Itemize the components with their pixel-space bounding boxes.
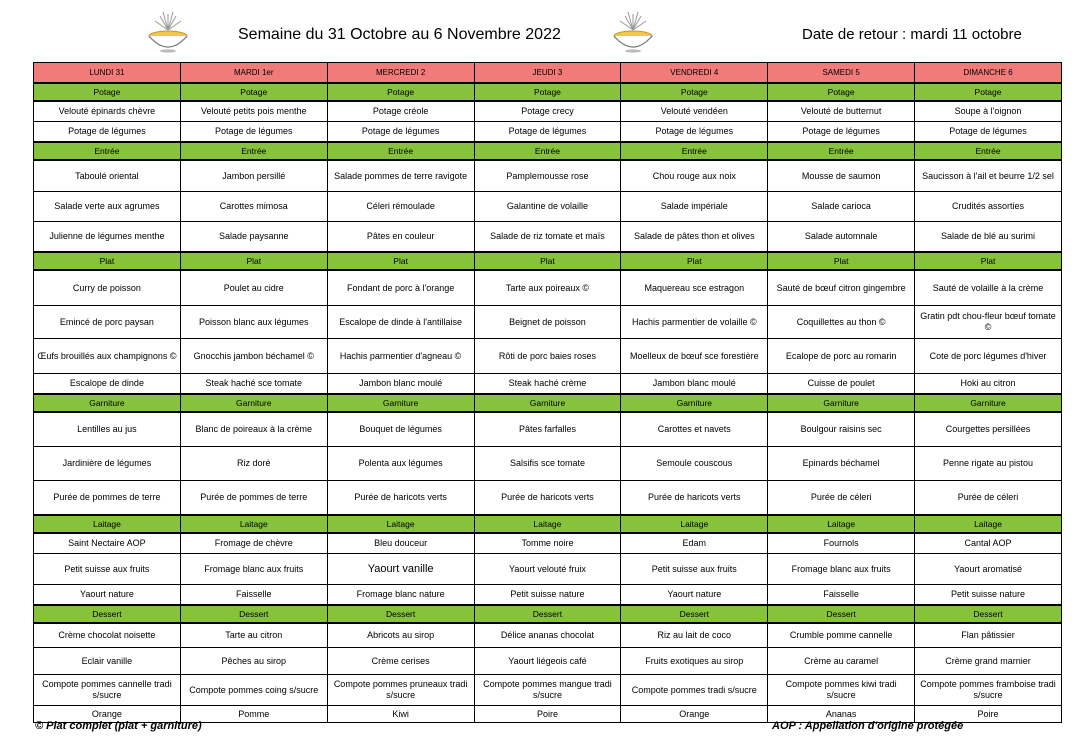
menu-cell: Julienne de légumes menthe [34,222,181,253]
section-header: Laitage [474,515,621,533]
menu-cell: Poire [474,706,621,723]
menu-row [34,374,1062,395]
menu-cell: Jambon blanc moulé [621,374,768,395]
section-header: Garniture [34,394,181,412]
menu-cell: Steak haché crème [474,374,621,395]
menu-cell: Hachis parmentier de volaille © [621,306,768,339]
menu-cell: Blanc de poireaux à la crème [180,412,327,447]
menu-cell: Purée de céleri [768,481,915,516]
menu-cell: Mousse de saumon [768,160,915,192]
menu-cell: Crème chocolat noisette [34,623,181,648]
menu-cell: Escalope de dinde [34,374,181,395]
section-header-row [34,142,1062,160]
menu-cell: Courgettes persillées [915,412,1062,447]
section-header: Plat [915,252,1062,270]
section-header: Potage [768,83,915,101]
menu-cell: Purée de pommes de terre [180,481,327,516]
section-header: Entrée [327,142,474,160]
menu-cell: Ananas [768,706,915,723]
section-header: Laitage [327,515,474,533]
menu-cell: Yaourt nature [621,585,768,606]
menu-cell: Soupe à l'oignon [915,101,1062,122]
section-header: Plat [327,252,474,270]
menu-cell: Orange [34,706,181,723]
menu-cell: Hachis parmentier d'agneau © [327,339,474,374]
menu-cell: Compote pommes cannelle tradi s/sucre [34,675,181,706]
menu-cell: Compote pommes coing s/sucre [180,675,327,706]
menu-cell: Crème au caramel [768,648,915,675]
section-header: Garniture [768,394,915,412]
menu-cell: Potage de légumes [474,122,621,143]
menu-cell: Potage de légumes [327,122,474,143]
menu-cell: Pâtes en couleur [327,222,474,253]
menu-row [34,192,1062,222]
section-header: Garniture [915,394,1062,412]
menu-cell: Sauté de volaille à la crème [915,270,1062,306]
menu-cell: Pamplemousse rose [474,160,621,192]
section-header: Potage [621,83,768,101]
section-header: Potage [180,83,327,101]
menu-row [34,623,1062,648]
menu-cell: Tomme noire [474,533,621,554]
menu-cell: Polenta aux légumes [327,447,474,481]
menu-cell: Bleu douceur [327,533,474,554]
menu-table-body [34,63,1062,723]
menu-row [34,306,1062,339]
menu-cell: Fruits exotiques au sirop [621,648,768,675]
menu-cell: Compote pommes pruneaux tradi s/sucre [327,675,474,706]
menu-cell: Purée de céleri [915,481,1062,516]
section-header: Entrée [180,142,327,160]
menu-cell: Tarte aux poireaux © [474,270,621,306]
menu-row [34,101,1062,122]
menu-cell: Petit suisse nature [915,585,1062,606]
menu-cell: Jambon persillé [180,160,327,192]
menu-cell: Compote pommes kiwi tradi s/sucre [768,675,915,706]
menu-cell: Délice ananas chocolat [474,623,621,648]
menu-cell: Purée de haricots verts [327,481,474,516]
day-header: VENDREDI 4 [621,63,768,84]
menu-cell: Fondant de porc à l'orange [327,270,474,306]
menu-cell: Poire [915,706,1062,723]
section-header: Dessert [474,605,621,623]
menu-cell: Saint Nectaire AOP [34,533,181,554]
menu-cell: Jambon blanc moulé [327,374,474,395]
menu-row [34,447,1062,481]
menu-cell: Sauté de bœuf citron gingembre [768,270,915,306]
menu-cell: Pâtes farfalles [474,412,621,447]
menu-cell: Yaourt vanille [327,554,474,585]
menu-cell: Velouté vendéen [621,101,768,122]
menu-cell: Pêches au sirop [180,648,327,675]
menu-cell: Fromage de chèvre [180,533,327,554]
menu-cell: Cuisse de poulet [768,374,915,395]
menu-cell: Salade carioca [768,192,915,222]
menu-cell: Tarte au citron [180,623,327,648]
menu-cell: Salade verte aux agrumes [34,192,181,222]
section-header-row [34,252,1062,270]
menu-cell: Poulet au cidre [180,270,327,306]
section-header: Laitage [768,515,915,533]
menu-cell: Boulgour raisins sec [768,412,915,447]
menu-row [34,554,1062,585]
menu-cell: Semoule couscous [621,447,768,481]
menu-row [34,339,1062,374]
section-header: Dessert [34,605,181,623]
menu-cell: Poisson blanc aux légumes [180,306,327,339]
menu-cell: Crudités assorties [915,192,1062,222]
menu-cell: Penne rigate au pistou [915,447,1062,481]
menu-cell: Velouté de butternut [768,101,915,122]
menu-cell: Potage de légumes [915,122,1062,143]
section-header-row [34,83,1062,101]
menu-row [34,585,1062,606]
section-header: Dessert [327,605,474,623]
menu-cell: Riz au lait de coco [621,623,768,648]
menu-cell: Velouté petits pois menthe [180,101,327,122]
section-header: Garniture [621,394,768,412]
menu-cell: Bouquet de légumes [327,412,474,447]
section-header: Entrée [474,142,621,160]
day-header: MARDI 1er [180,63,327,84]
menu-cell: Yaourt aromatisé [915,554,1062,585]
section-header: Laitage [621,515,768,533]
section-header: Plat [768,252,915,270]
section-header-row [34,515,1062,533]
section-header: Dessert [180,605,327,623]
menu-cell: Lentilles au jus [34,412,181,447]
section-header: Laitage [915,515,1062,533]
menu-cell: Salade de riz tomate et maïs [474,222,621,253]
menu-cell: Kiwi [327,706,474,723]
section-header: Potage [34,83,181,101]
section-header: Entrée [34,142,181,160]
section-header: Potage [327,83,474,101]
menu-cell: Jardinière de légumes [34,447,181,481]
menu-cell: Purée de haricots verts [621,481,768,516]
menu-cell: Potage de légumes [180,122,327,143]
menu-row [34,648,1062,675]
menu-cell: Potage de légumes [768,122,915,143]
menu-cell: Faisselle [768,585,915,606]
menu-cell: Riz doré [180,447,327,481]
menu-cell: Beignet de poisson [474,306,621,339]
section-header: Laitage [34,515,181,533]
menu-cell: Yaourt nature [34,585,181,606]
footnote-aop: AOP : Appellation d'origine protégée [772,720,964,732]
menu-cell: Crème grand marnier [915,648,1062,675]
day-header: MERCREDI 2 [327,63,474,84]
menu-cell: Compote pommes framboise tradi s/sucre [915,675,1062,706]
menu-cell: Fromage blanc aux fruits [180,554,327,585]
menu-cell: Petit suisse nature [474,585,621,606]
menu-row [34,122,1062,143]
menu-cell: Salade automnale [768,222,915,253]
menu-cell: Fromage blanc nature [327,585,474,606]
menu-cell: Hoki au citron [915,374,1062,395]
section-header: Dessert [915,605,1062,623]
section-header: Laitage [180,515,327,533]
section-header: Potage [474,83,621,101]
menu-cell: Fournols [768,533,915,554]
section-header-row [34,394,1062,412]
menu-cell: Gratin pdt chou-fleur bœuf tomate © [915,306,1062,339]
section-header: Garniture [474,394,621,412]
menu-cell: Taboulé oriental [34,160,181,192]
section-header: Garniture [327,394,474,412]
section-header: Entrée [621,142,768,160]
section-header: Dessert [768,605,915,623]
section-header: Plat [621,252,768,270]
menu-cell: Edam [621,533,768,554]
menu-cell: Escalope de dinde à l'antillaise [327,306,474,339]
footnote-plat-complet: © Plat complet (plat + garniture) [35,720,202,732]
menu-cell: Potage créole [327,101,474,122]
menu-cell: Petit suisse aux fruits [621,554,768,585]
page-title: Semaine du 31 Octobre au 6 Novembre 2022 [238,26,561,43]
menu-cell: Rôti de porc baies roses [474,339,621,374]
menu-cell: Eclair vanille [34,648,181,675]
menu-cell: Purée de pommes de terre [34,481,181,516]
soup-bowl-icon [608,8,658,54]
menu-cell: Yaourt liégeois café [474,648,621,675]
day-header-row [34,63,1062,84]
menu-row [34,481,1062,516]
menu-cell: Faisselle [180,585,327,606]
section-header: Entrée [768,142,915,160]
menu-cell: Potage de légumes [621,122,768,143]
menu-cell: Chou rouge aux noix [621,160,768,192]
menu-cell: Steak haché sce tomate [180,374,327,395]
menu-cell: Œufs brouillés aux champignons © [34,339,181,374]
menu-cell: Potage de légumes [34,122,181,143]
menu-cell: Cote de porc légumes d'hiver [915,339,1062,374]
menu-cell: Carottes et navets [621,412,768,447]
menu-cell: Salade de blé au surimi [915,222,1062,253]
menu-cell: Yaourt velouté fruix [474,554,621,585]
soup-bowl-icon [143,8,193,54]
menu-cell: Epinards béchamel [768,447,915,481]
menu-cell: Fromage blanc aux fruits [768,554,915,585]
menu-cell: Emincé de porc paysan [34,306,181,339]
menu-cell: Salade impériale [621,192,768,222]
menu-cell: Salade de pâtes thon et olives [621,222,768,253]
menu-cell: Salade paysanne [180,222,327,253]
menu-cell: Curry de poisson [34,270,181,306]
menu-cell: Carottes mimosa [180,192,327,222]
menu-row [34,270,1062,306]
section-header: Potage [915,83,1062,101]
menu-cell: Saucisson à l'ail et beurre 1/2 sel [915,160,1062,192]
menu-cell: Abricots au sirop [327,623,474,648]
menu-cell: Céleri rémoulade [327,192,474,222]
menu-cell: Velouté épinards chèvre [34,101,181,122]
menu-row [34,222,1062,253]
section-header: Plat [474,252,621,270]
day-header: JEUDI 3 [474,63,621,84]
menu-cell: Pomme [180,706,327,723]
menu-cell: Moelleux de bœuf sce forestière [621,339,768,374]
menu-cell: Galantine de volaille [474,192,621,222]
menu-cell: Maquereau sce estragon [621,270,768,306]
menu-cell: Compote pommes tradi s/sucre [621,675,768,706]
section-header: Plat [180,252,327,270]
weekly-menu-table [33,62,1062,723]
section-header: Entrée [915,142,1062,160]
section-header: Plat [34,252,181,270]
section-header: Dessert [621,605,768,623]
menu-cell: Gnocchis jambon béchamel © [180,339,327,374]
menu-cell: Compote pommes mangue tradi s/sucre [474,675,621,706]
menu-cell: Cantal AOP [915,533,1062,554]
section-header-row [34,605,1062,623]
section-header: Garniture [180,394,327,412]
menu-cell: Potage crecy [474,101,621,122]
menu-cell: Orange [621,706,768,723]
menu-row [34,533,1062,554]
day-header: DIMANCHE 6 [915,63,1062,84]
menu-cell: Ecalope de porc au romarin [768,339,915,374]
menu-cell: Coquillettes au thon © [768,306,915,339]
menu-cell: Salsifis sce tomate [474,447,621,481]
day-header: SAMEDI 5 [768,63,915,84]
menu-cell: Crème cerises [327,648,474,675]
menu-cell: Crumble pomme cannelle [768,623,915,648]
return-date: Date de retour : mardi 11 octobre [802,26,1022,43]
menu-cell: Salade pommes de terre ravigote [327,160,474,192]
menu-cell: Petit suisse aux fruits [34,554,181,585]
menu-cell: Flan pâtissier [915,623,1062,648]
menu-row [34,675,1062,706]
menu-cell: Purée de haricots verts [474,481,621,516]
menu-row [34,160,1062,192]
menu-row [34,412,1062,447]
day-header: LUNDI 31 [34,63,181,84]
